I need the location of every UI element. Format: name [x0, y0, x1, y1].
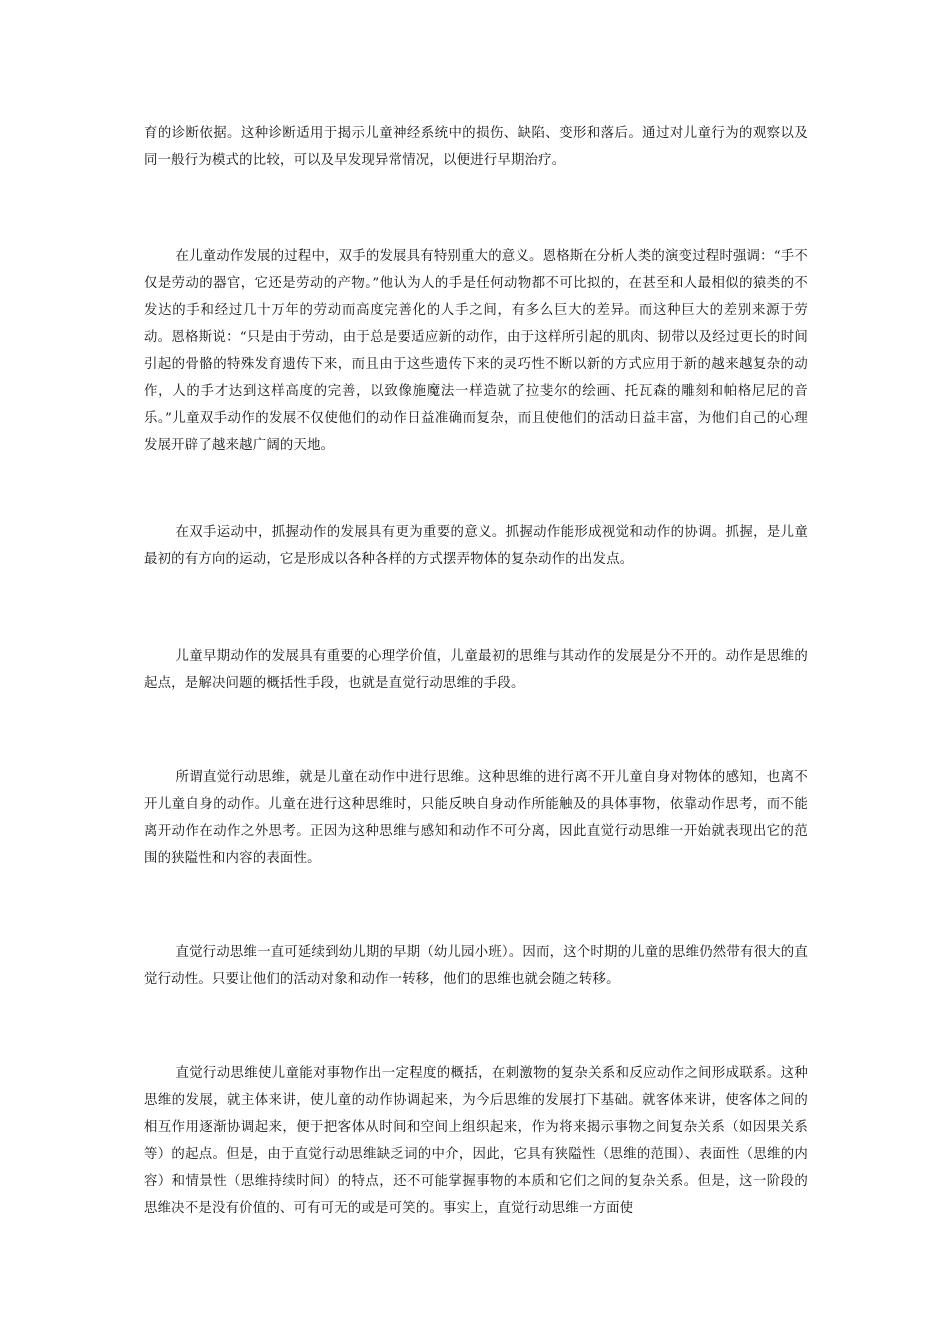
paragraph-thinking-duration: 直觉行动思维一直可延续到幼儿期的早期（幼儿园小班）。因而，这个时期的儿童的思维仍然带有很大的直觉行动性。只要让他们的活动对象和动作一转移，他们的思维也就会随之转移。	[144, 945, 808, 987]
paragraph-hand-development: 在儿童动作发展的过程中，双手的发展具有特别重大的意义。恩格斯在分析人类的演变过程时强调：“手不仅是劳动的器官，它还是劳动的产物。”他认为人的手是任何动物都不可比拟的，在甚至和人最相似的猿类的不发达的手和经过几十万年的劳动而高度完善化的人手之间，有多么巨大的差异。而这种巨大的差别来源于劳动。恩格斯说：“只是由于劳动，由于总是要适应新的动作，由于这样所引起的肌肉、韧带以及经过更长的时间引起的骨骼的特殊发育遗传下来，而且由于这些遗传下来的灵巧性不断以新的方式应用于新的越来越复杂的动作，人的手才达到这样高度的完善，以致像施魔法一样造就了拉斐尔的绘画、托瓦森的雕刻和帕格尼尼的音乐。”儿童双手动作的发展不仅使他们的动作日益准确而复杂，而且使他们的活动日益丰富，为他们自己的心理发展开辟了越来越广阔的天地。	[144, 249, 808, 453]
paragraph-grasping: 在双手运动中，抓握动作的发展具有更为重要的意义。抓握动作能形成视觉和动作的协调。抓握，是儿童最初的有方向的运动，它是形成以各种各样的方式摆弄物体的复杂动作的出发点。	[144, 525, 808, 567]
paragraph-intuitive-action-thinking: 所谓直觉行动思维，就是儿童在动作中进行思维。这种思维的进行离不开儿童自身对物体的感知，也离不开儿童自身的动作。儿童在进行这种思维时，只能反映自身动作所能触及的具体事物，依靠动作思考，而不能离开动作在动作之外思考。正因为这种思维与感知和动作不可分离，因此直觉行动思维一开始就表现出它的范围的狭隘性和内容的表面性。	[144, 770, 808, 866]
paragraph-thinking-characteristics: 直觉行动思维使儿童能对事物作出一定程度的概括，在刺激物的复杂关系和反应动作之间形成联系。这种思维的发展，就主体来讲，使儿童的动作协调起来，为今后思维的发展打下基础。就客体来讲，使客体之间的相互作用逐渐协调起来，便于把客体从时间和空间上组织起来，作为将来揭示事物之间复杂关系（如因果关系等）的起点。但是，由于直觉行动思维缺乏词的中介，因此，它具有狭隘性（思维的范围）、表面性（思维的内容）和情景性（思维持续时间）的特点，还不可能掌握事物的本质和它们之间的复杂关系。但是，这一阶段的思维决不是没有价值的、可有可无的或是可笑的。事实上，直觉行动思维一方面使	[144, 1066, 808, 1216]
paragraph-early-motor-value: 儿童早期动作的发展具有重要的心理学价值，儿童最初的思维与其动作的发展是分不开的。动作是思维的起点，是解决问题的概括性手段，也就是直觉行动思维的手段。	[144, 649, 808, 691]
paragraph-continuation: 育的诊断依据。这种诊断适用于揭示儿童神经系统中的损伤、缺陷、变形和落后。通过对儿童行为的观察以及同一般行为模式的比较，可以及早发现异常情况，以便进行早期治疗。	[144, 126, 808, 168]
